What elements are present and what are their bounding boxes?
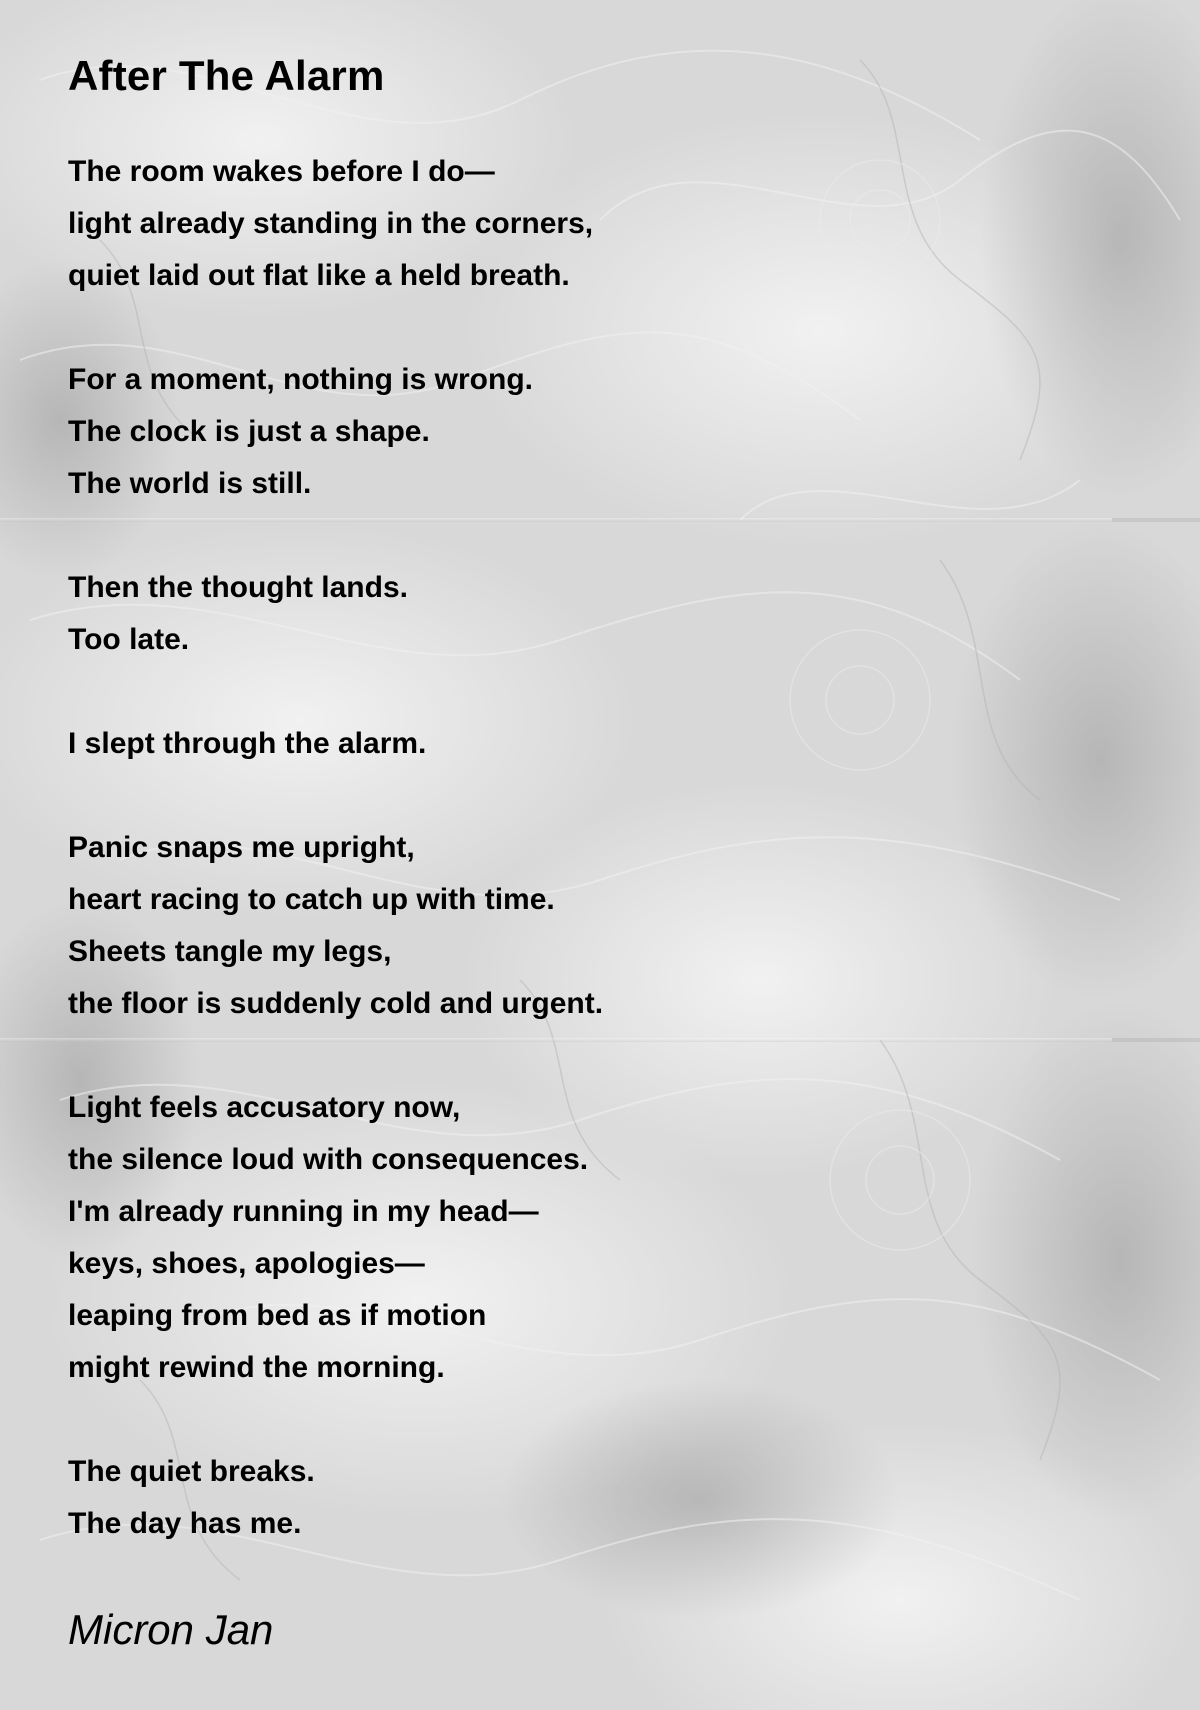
poem-line: The day has me. bbox=[68, 1507, 302, 1540]
poem-line: the floor is suddenly cold and urgent. bbox=[68, 987, 604, 1020]
poem-line: Too late. bbox=[68, 623, 190, 656]
poem-line: The clock is just a shape. bbox=[68, 415, 430, 448]
poem-line: quiet laid out flat like a held breath. bbox=[68, 259, 570, 292]
stanza-1 bbox=[68, 146, 1148, 302]
stanza-4 bbox=[68, 718, 1148, 770]
poem-content bbox=[68, 52, 1148, 1602]
poem-line: I'm already running in my head— bbox=[68, 1195, 539, 1228]
stanza-2 bbox=[68, 354, 1148, 510]
poem-line: might rewind the morning. bbox=[68, 1351, 445, 1384]
poem-title: After The Alarm bbox=[68, 52, 385, 99]
stanza-3 bbox=[68, 562, 1148, 666]
poem-line: I slept through the alarm. bbox=[68, 727, 427, 760]
stanza-7 bbox=[68, 1446, 1148, 1550]
stanza-6 bbox=[68, 1082, 1148, 1394]
stanza-5 bbox=[68, 822, 1148, 1030]
poem-line: keys, shoes, apologies— bbox=[68, 1247, 425, 1280]
poem-line: light already standing in the corners, bbox=[68, 207, 594, 240]
poem-line: Sheets tangle my legs, bbox=[68, 935, 392, 968]
poem-line: Then the thought lands. bbox=[68, 571, 408, 604]
poem-line: heart racing to catch up with time. bbox=[68, 883, 555, 916]
poem-author: Micron Jan bbox=[68, 1606, 274, 1653]
poem-line: Light feels accusatory now, bbox=[68, 1091, 461, 1124]
poem-line: Panic snaps me upright, bbox=[68, 831, 415, 864]
poem-line: The world is still. bbox=[68, 467, 312, 500]
poem-line: the silence loud with consequences. bbox=[68, 1143, 589, 1176]
poem-line: The quiet breaks. bbox=[68, 1455, 315, 1488]
poem-line: For a moment, nothing is wrong. bbox=[68, 363, 533, 396]
poem-line: leaping from bed as if motion bbox=[68, 1299, 487, 1332]
poem-line: The room wakes before I do— bbox=[68, 155, 495, 188]
